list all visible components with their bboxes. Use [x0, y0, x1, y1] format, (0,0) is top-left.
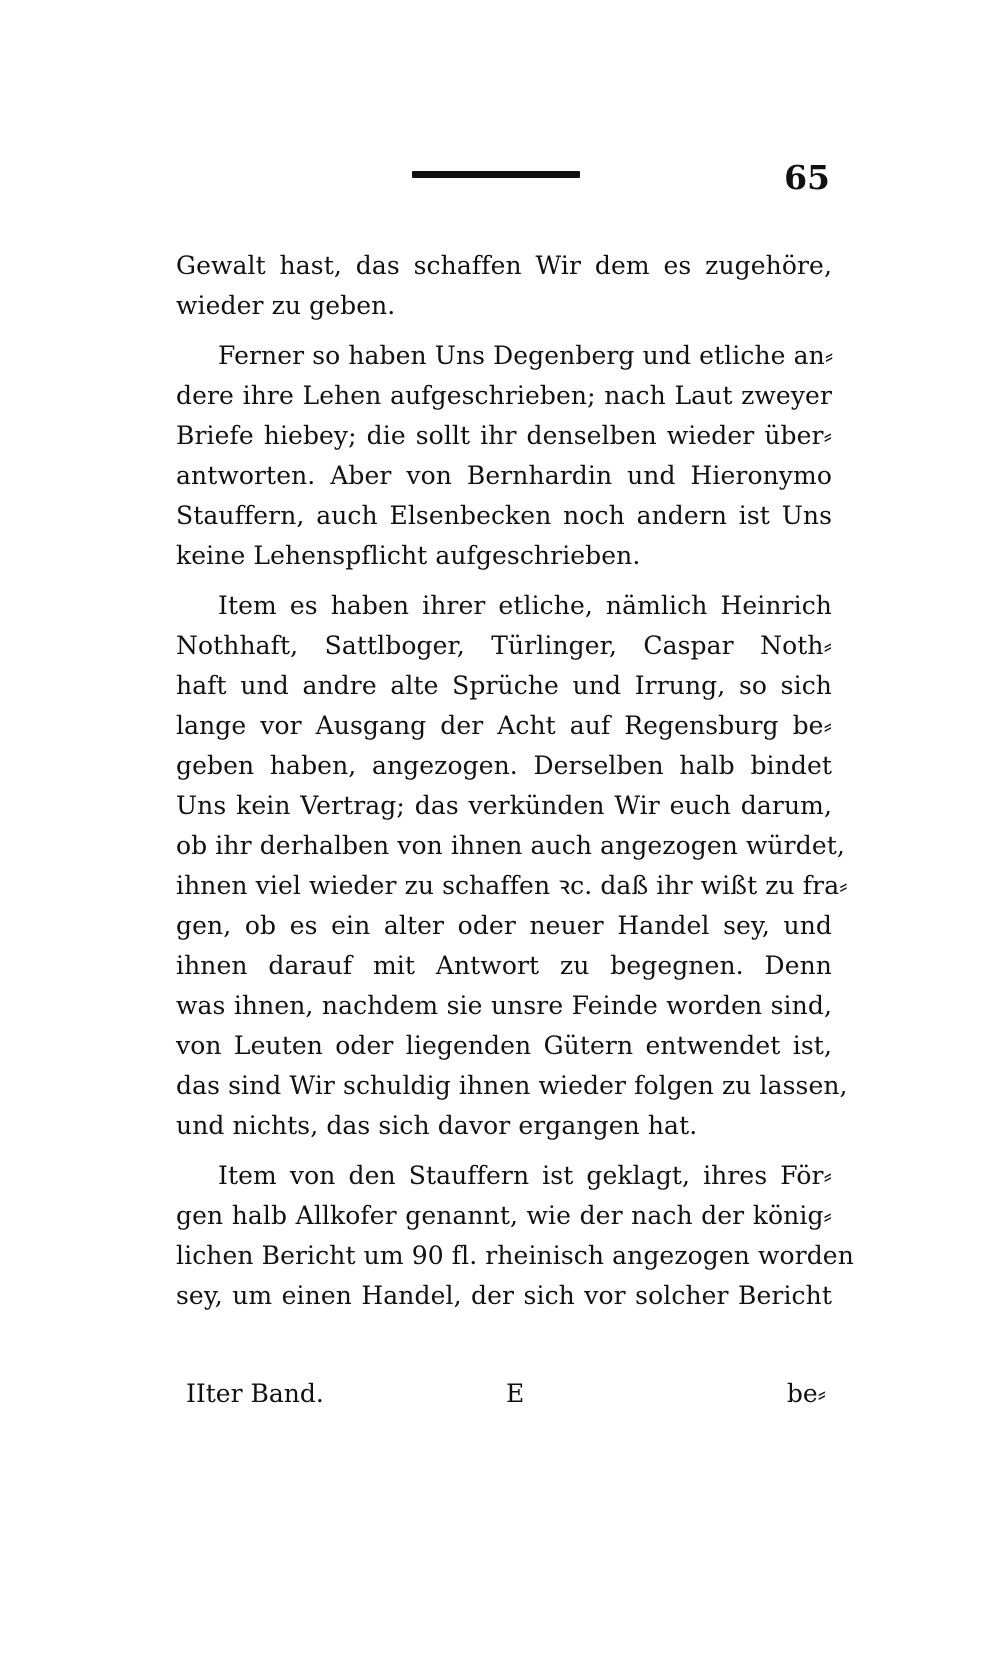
page-number: 65 — [784, 158, 830, 197]
text-line: dere ihre Lehen aufgeschrieben; nach Laut zweyer — [176, 381, 832, 410]
page-footer — [186, 1374, 826, 1414]
catchword: be⸗ — [786, 1379, 826, 1408]
text-line: Briefe hiebey; die sollt ihr denselben wieder über⸗ — [176, 421, 832, 450]
text-line: Item es haben ihrer etliche, nämlich Heinrich — [218, 591, 832, 620]
text-line: geben haben, angezogen. Derselben halb bindet — [176, 751, 832, 780]
text-line: von Leuten oder liegenden Gütern entwendet ist, — [176, 1031, 832, 1060]
text-line: Stauffern, auch Elsenbecken noch andern ist Uns — [176, 501, 832, 530]
paragraph-1 — [176, 246, 832, 326]
text-line: ihnen viel wieder zu schaffen ꝛc. daß ihr wißt zu fra⸗ — [176, 871, 848, 900]
text-line: gen halb Allkofer genannt, wie der nach der könig⸗ — [176, 1201, 832, 1230]
text-line: lange vor Ausgang der Acht auf Regensburg be⸗ — [176, 711, 832, 740]
text-line: gen, ob es ein alter oder neuer Handel sey, und — [176, 911, 832, 940]
signature-label: IIter Band. — [186, 1379, 324, 1408]
text-line: das sind Wir schuldig ihnen wieder folgen zu lassen, — [176, 1071, 848, 1100]
text-line: was ihnen, nachdem sie unsre Feinde worden sind, — [176, 991, 832, 1020]
text-line: Gewalt hast, das schaffen Wir dem es zugehöre, — [176, 251, 832, 280]
text-line: ob ihr derhalben von ihnen auch angezogen würdet, — [176, 831, 845, 860]
text-line: und nichts, das sich davor ergangen hat. — [176, 1111, 698, 1140]
text-line: sey, um einen Handel, der sich vor solcher Bericht — [176, 1281, 832, 1310]
text-line: keine Lehenspflicht aufgeschrieben. — [176, 541, 641, 570]
main-text — [176, 246, 854, 1436]
text-line: ihnen darauf mit Antwort zu begegnen. Denn — [176, 951, 832, 980]
paragraph-4 — [176, 1156, 854, 1316]
paragraph-3 — [176, 586, 848, 1146]
text-line: Nothhaft, Sattlboger, Türlinger, Caspar Noth⸗ — [176, 631, 832, 660]
text-line: Uns kein Vertrag; das verkünden Wir euch darum, — [176, 791, 832, 820]
text-line: Item von den Stauffern ist geklagt, ihres För⸗ — [218, 1161, 832, 1190]
text-line: wieder zu geben. — [176, 291, 396, 320]
signature-mark: E — [506, 1379, 525, 1408]
text-line: haft und andre alte Sprüche und Irrung, so sich — [176, 671, 832, 700]
text-line: antworten. Aber von Bernhardin und Hieronymo — [176, 461, 832, 490]
header-rule — [412, 171, 580, 178]
paragraph-2 — [176, 336, 832, 576]
text-line: Ferner so haben Uns Degenberg und etliche an⸗ — [218, 341, 834, 370]
text-line: lichen Bericht um 90 fl. rheinisch angezogen worden — [176, 1241, 854, 1270]
